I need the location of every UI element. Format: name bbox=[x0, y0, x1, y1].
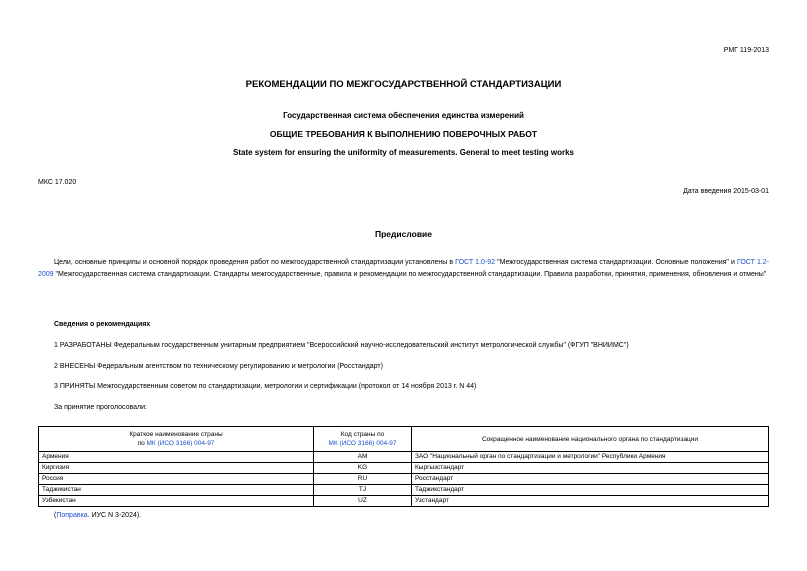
info-heading: Сведения о рекомендациях bbox=[54, 321, 151, 328]
info-item-developed: 1 РАЗРАБОТАНЫ Федеральным государственным унитарным предприятием "Всероссийский научно-исследовательский институт метрологической службы" (ФГУП "ВНИИМС") bbox=[54, 342, 629, 349]
table-row bbox=[39, 463, 769, 474]
table-row bbox=[39, 496, 769, 507]
header-country-line2 bbox=[42, 439, 310, 448]
table-row bbox=[39, 474, 769, 485]
gost-1-0-92-link[interactable]: ГОСТ 1.0-92 bbox=[455, 259, 496, 266]
cell-body: Узстандарт bbox=[412, 496, 769, 507]
header-code-line1: Код страны по bbox=[340, 431, 385, 438]
table-header-row bbox=[39, 427, 769, 452]
header-country-code bbox=[314, 427, 412, 452]
amendment-link[interactable]: Поправка bbox=[56, 512, 88, 519]
document-name: ОБЩИЕ ТРЕБОВАНИЯ К ВЫПОЛНЕНИЮ ПОВЕРОЧНЫХ РАБОТ bbox=[269, 129, 538, 139]
gost-1-2-2009-link[interactable]: ГОСТ 1.2-2009 bbox=[38, 259, 770, 278]
document-main-title: РЕКОМЕНДАЦИИ ПО МЕЖГОСУДАРСТВЕННОЙ СТАНДАРТИЗАЦИИ bbox=[245, 79, 562, 90]
header-national-body: Сокращенное наименование национального органа по стандартизации bbox=[412, 427, 769, 452]
preface-heading: Предисловие bbox=[374, 229, 433, 239]
header-country-prefix: по bbox=[137, 440, 147, 447]
cell-code: TJ bbox=[314, 485, 412, 496]
cell-body: ЗАО "Национальный орган по стандартизации и метрологии" Республики Армения bbox=[412, 452, 769, 463]
cell-country: Армения bbox=[39, 452, 314, 463]
header-country-line1: Краткое наименование страны bbox=[129, 431, 223, 438]
cell-body: Кыргызстандарт bbox=[412, 463, 769, 474]
mks-code: МКС 17.020 bbox=[38, 179, 77, 186]
english-title: State system for ensuring the uniformity of measurements. General to meet testing works bbox=[233, 148, 574, 157]
document-code: РМГ 119-2013 bbox=[723, 47, 769, 54]
info-item-submitted: 2 ВНЕСЕНЫ Федеральным агентством по техническому регулированию и метрологии (Росстандарт) bbox=[54, 363, 383, 370]
cell-body: Росстандарт bbox=[412, 474, 769, 485]
cell-code: RU bbox=[314, 474, 412, 485]
table-row bbox=[39, 485, 769, 496]
cell-body: Таджикстандарт bbox=[412, 485, 769, 496]
info-item-adopted: 3 ПРИНЯТЫ Межгосударственным советом по стандартизации, метрологии и сертификации (протокол от 14 ноября 2013 г. N 44) bbox=[54, 383, 477, 390]
cell-country: Россия bbox=[39, 474, 314, 485]
header-country-name bbox=[39, 427, 314, 452]
mk-iso-3166-link-1[interactable]: МК (ИСО 3166) 004-97 bbox=[146, 440, 215, 447]
table-row bbox=[39, 452, 769, 463]
cell-code: AM bbox=[314, 452, 412, 463]
cell-code: KG bbox=[314, 463, 412, 474]
preface-paragraph bbox=[38, 257, 769, 281]
introduction-date: Дата введения 2015-03-01 bbox=[683, 188, 769, 195]
cell-country: Таджикистан bbox=[39, 485, 314, 496]
amendment-text: . ИУС N 3-2024). bbox=[87, 512, 142, 519]
mk-iso-3166-link-2[interactable]: МК (ИСО 3166) 004-97 bbox=[328, 440, 397, 447]
preface-text-2: "Межгосударственная система стандартизации. Основные положения" и bbox=[495, 259, 737, 266]
cell-country: Узбекистан bbox=[39, 496, 314, 507]
amendment-open-paren: ( bbox=[54, 512, 57, 519]
preface-text-3: "Межгосударственная система стандартизации. Стандарты межгосударственные, правила и рекомендации по межгосударственной стандартизации. Правила разработки, принятия, применения, обновления и отмены" bbox=[53, 271, 767, 278]
preface-text-1: Цели, основные принципы и основной порядок проведения работ по межгосударственной стандартизации установлены в bbox=[54, 259, 456, 266]
voting-table bbox=[38, 426, 769, 507]
system-title: Государственная система обеспечения единства измерений bbox=[283, 111, 524, 120]
amendment-note bbox=[54, 512, 141, 519]
cell-code: UZ bbox=[314, 496, 412, 507]
info-item-voted: За принятие проголосовали: bbox=[54, 404, 147, 411]
cell-country: Киргизия bbox=[39, 463, 314, 474]
